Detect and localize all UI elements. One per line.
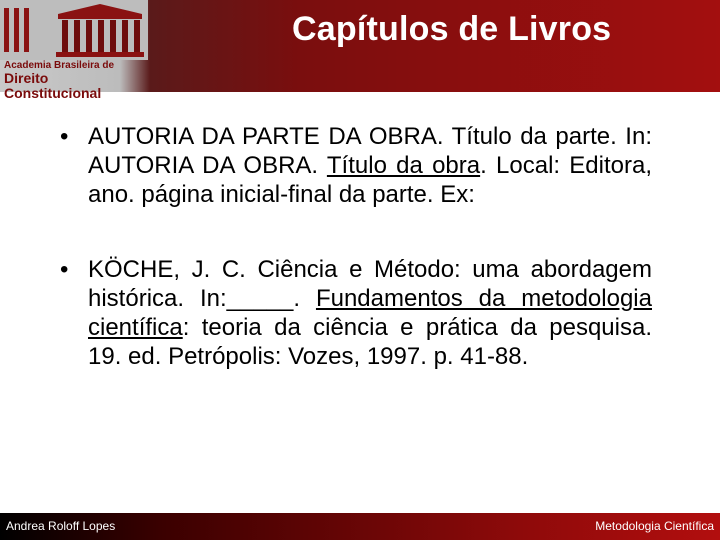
slide-body xyxy=(60,122,652,417)
footer-course: Metodologia Científica xyxy=(595,519,714,533)
reference-text xyxy=(88,255,652,371)
footer-bar xyxy=(0,513,720,540)
bullet-icon: • xyxy=(60,123,69,150)
text-segment: AUTORIA DA PARTE DA OBRA. Título da parte. In: AUTORIA DA OBRA. xyxy=(88,123,652,179)
header-banner xyxy=(0,0,720,101)
logo-line-1: Academia Brasileira de xyxy=(4,60,115,71)
logo-line-2: Direito Constitucional xyxy=(4,70,102,101)
academy-logo xyxy=(0,0,148,101)
list-item xyxy=(60,122,652,209)
list-item xyxy=(60,255,652,371)
underlined-title: Título da obra xyxy=(326,152,481,179)
slide-title: Capítulos de Livros xyxy=(292,10,612,48)
text-segment: KÖCHE, J. C. Ciência e Método: uma abordagem histórica. In:_____. xyxy=(88,256,652,312)
building-columns-icon xyxy=(0,0,148,60)
footer-author: Andrea Roloff Lopes xyxy=(6,519,116,533)
underlined-title: Fundamentos da metodologia científica xyxy=(88,285,652,341)
text-segment: : teoria da ciência e prática da pesquisa. 19. ed. Petrópolis: Vozes, 1997. p. 41-88. xyxy=(88,314,652,370)
text-segment: . Local: Editora, ano. página inicial-final da parte. Ex: xyxy=(88,152,653,208)
reference-text xyxy=(88,122,652,209)
bullet-icon: • xyxy=(60,256,69,283)
